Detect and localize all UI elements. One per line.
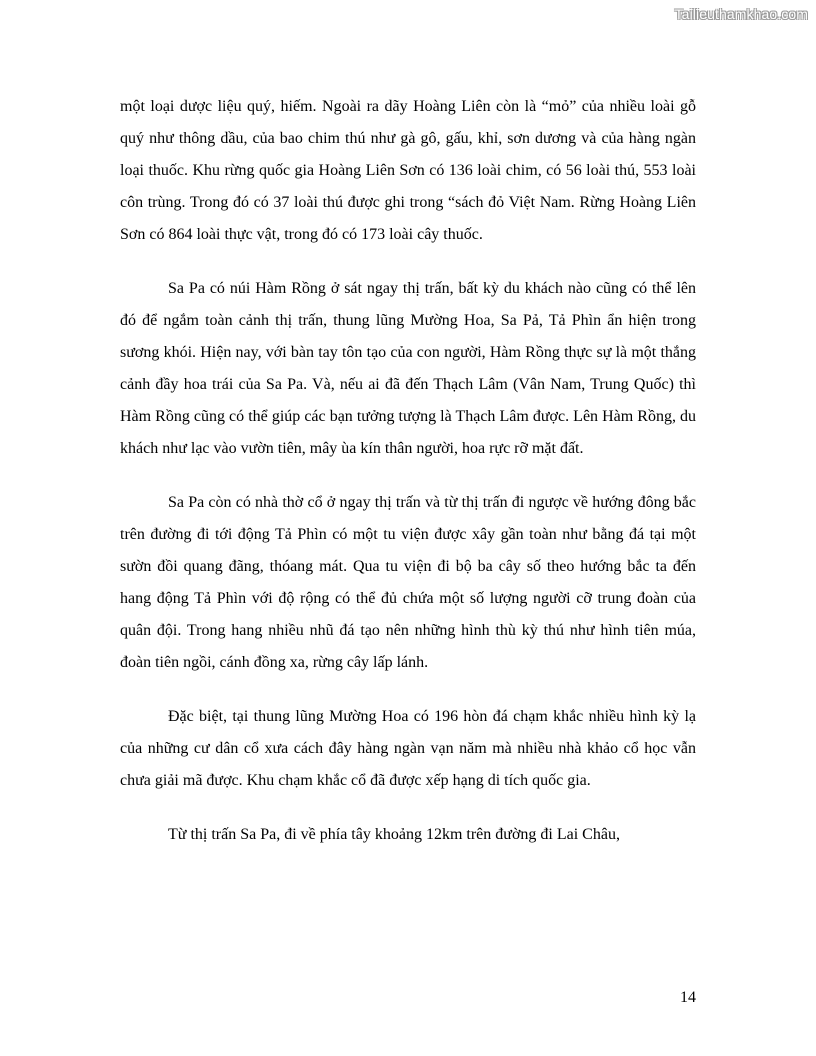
paragraph-1: một loại dược liệu quý, hiếm. Ngoài ra dãy Hoàng Liên còn là “mỏ” của nhiều loài gỗ quý như thông dầu, của bao chim thú như gà gô, gấu, khỉ, sơn dương và của hàng ngàn loại thuốc. Khu rừng quốc gia Hoàng Liên Sơn có 136 loài chim, có 56 loài thú, 553 loài côn trùng. Trong đó có 37 loài thú được ghi trong “sách đỏ Việt Nam. Rừng Hoàng Liên Sơn có 864 loài thực vật, trong đó có 173 loài cây thuốc. [120,98,696,243]
paragraph-5: Từ thị trấn Sa Pa, đi về phía tây khoảng 12km trên đường đi Lai Châu, [168,826,620,843]
document-body [120,91,696,873]
watermark-text: Tailieuthamkhao.com [674,6,808,22]
paragraph-4: Đặc biệt, tại thung lũng Mường Hoa có 196 hòn đá chạm khắc nhiều hình kỳ lạ của những cư dân cổ xưa cách đây hàng ngàn vạn năm mà nhiều nhà khảo cổ học vẫn chưa giải mã được. Khu chạm khắc cổ đã được xếp hạng di tích quốc gia. [120,708,696,789]
paragraph-3: Sa Pa còn có nhà thờ cổ ở ngay thị trấn và từ thị trấn đi ngược về hướng đông bắc trên đường đi tới động Tả Phìn có một tu viện được xây gần toàn như bằng đá tại một sườn đồi quang đãng, thóang mát. Qua tu viện đi bộ ba cây số theo hướng bắc ta đến hang động Tả Phìn với độ rộng có thể đủ chứa một số lượng người cỡ trung đoàn của quân đội. Trong hang nhiều nhũ đá tạo nên những hình thù kỳ thú như hình tiên múa, đoàn tiên ngồi, cánh đồng xa, rừng cây lấp lánh. [120,494,696,671]
paragraph-2: Sa Pa có núi Hàm Rồng ở sát ngay thị trấn, bất kỳ du khách nào cũng có thể lên đó để ngắm toàn cảnh thị trấn, thung lũng Mường Hoa, Sa Pả, Tả Phìn ẩn hiện trong sương khói. Hiện nay, với bàn tay tôn tạo của con người, Hàm Rồng thực sự là một thắng cảnh đầy hoa trái của Sa Pa. Và, nếu ai đã đến Thạch Lâm (Vân Nam, Trung Quốc) thì Hàm Rồng cũng có thể giúp các bạn tưởng tượng là Thạch Lâm được. Lên Hàm Rồng, du khách như lạc vào vườn tiên, mây ùa kín thân người, hoa rực rỡ mặt đất. [120,280,696,457]
page-number: 14 [680,989,696,1006]
